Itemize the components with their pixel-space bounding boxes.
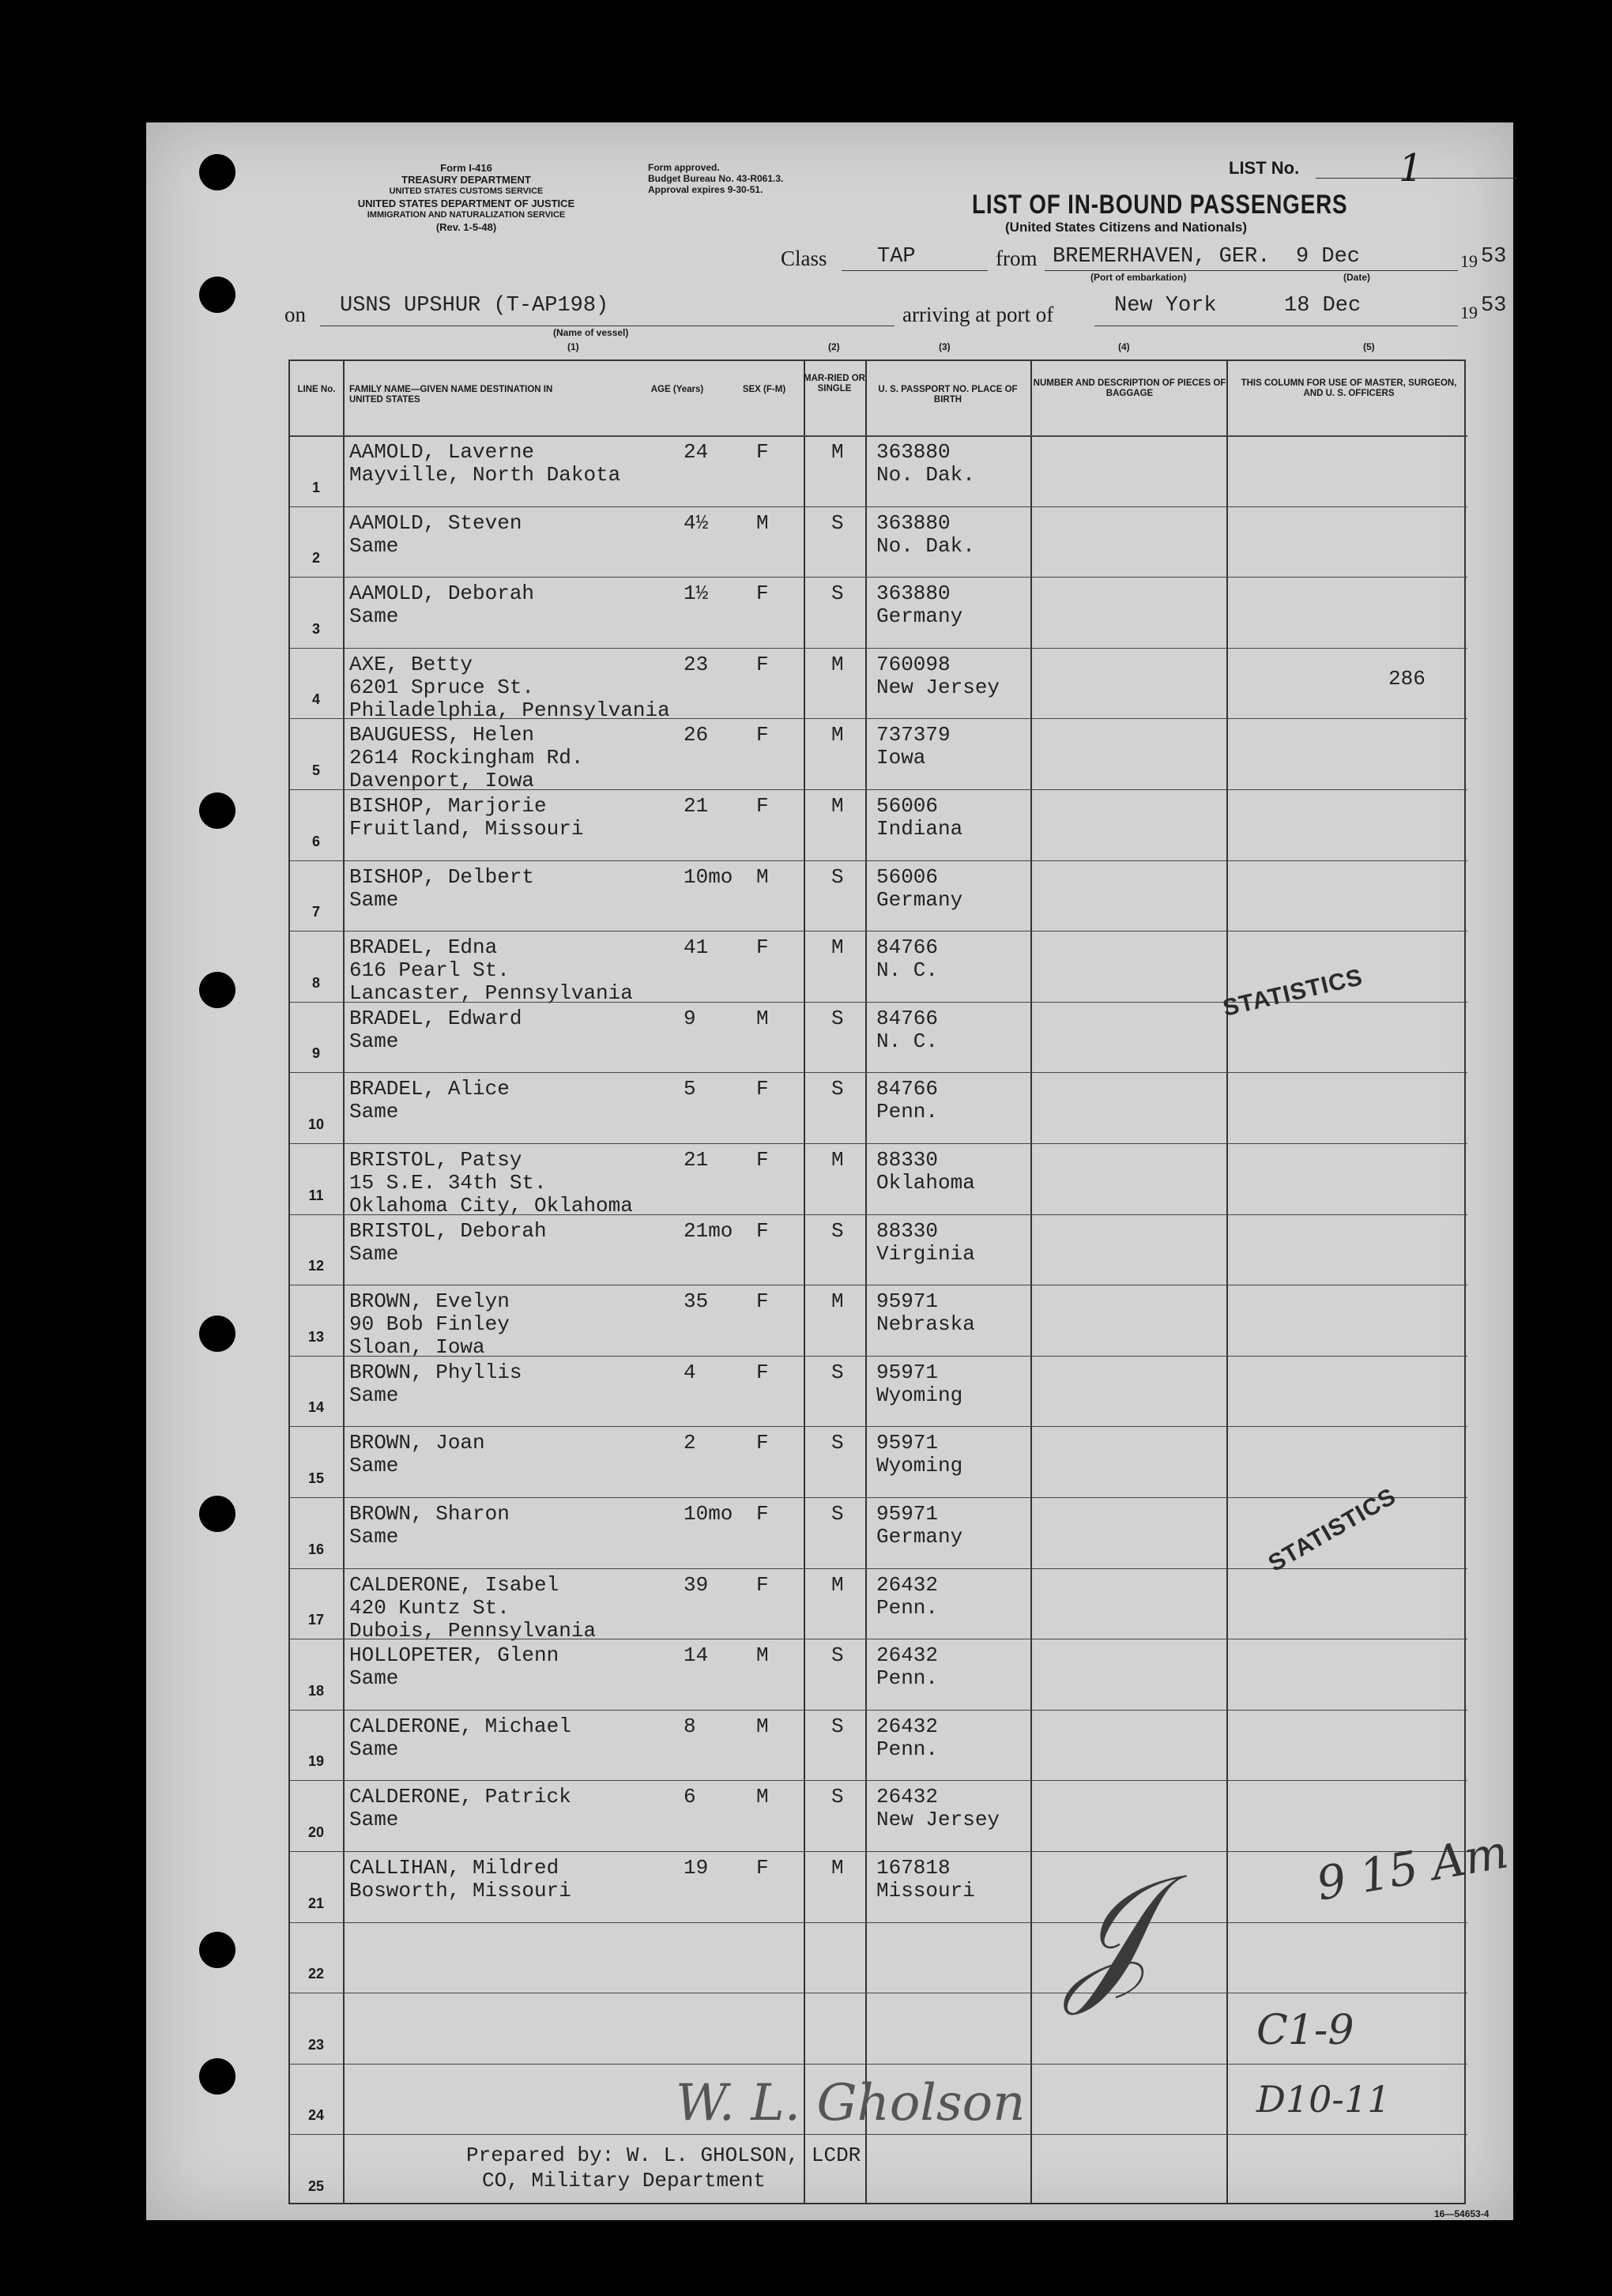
- cell-age: 4½: [684, 510, 709, 535]
- cell-l2: Same: [349, 533, 399, 558]
- line-number: 25: [307, 2178, 325, 2194]
- line-number: 24: [307, 2107, 325, 2124]
- cell-age: 21: [684, 1148, 709, 1172]
- cell-pp: 88330: [876, 1218, 939, 1243]
- cell-sex: M: [756, 864, 769, 889]
- cell-pob: Iowa: [876, 746, 926, 770]
- line-number: 20: [307, 1824, 325, 1840]
- cell-ms: S: [831, 1077, 844, 1101]
- date-caption: (Date): [1343, 272, 1371, 283]
- line-number: 14: [307, 1399, 325, 1416]
- cell-pob: Penn.: [876, 1666, 939, 1691]
- row-divider: [290, 1072, 1467, 1073]
- punch-hole: [199, 154, 235, 190]
- cell-l2: Same: [349, 1029, 399, 1053]
- line-number: 6: [311, 833, 320, 849]
- cell-pp: 56006: [876, 794, 939, 818]
- on-label: on: [284, 303, 306, 326]
- cell-l2: 420 Kuntz St.: [349, 1595, 510, 1620]
- approval-line3: Approval expires 9-30-51.: [648, 184, 763, 195]
- cell-age: 1½: [684, 582, 709, 606]
- cell-pp: 88330: [876, 1148, 939, 1172]
- cell-ms: S: [831, 582, 844, 606]
- ins-service: IMMIGRATION AND NATURALIZATION SERVICE: [367, 210, 566, 220]
- cell-sex: F: [756, 1572, 769, 1597]
- line-number: 5: [311, 762, 320, 778]
- justice-dept: UNITED STATES DEPARTMENT OF JUSTICE: [357, 198, 575, 209]
- line-number: 15: [307, 1470, 325, 1486]
- cell-l2: 2614 Rockingham Rd.: [349, 746, 584, 770]
- line-number: 23: [307, 2036, 325, 2053]
- statistics-stamp: STATISTICS: [1264, 1483, 1401, 1577]
- cell-sex: F: [756, 1431, 769, 1455]
- col3-caption: (3): [939, 341, 951, 352]
- cell-l2: Same: [349, 1454, 399, 1478]
- row-divider: [290, 718, 1467, 719]
- cell-ms: S: [831, 1502, 844, 1526]
- cell-age: 19: [684, 1856, 709, 1880]
- cell-pob: Wyoming: [876, 1383, 963, 1407]
- cell-ms: S: [831, 1785, 844, 1809]
- page-title: LIST OF IN-BOUND PASSENGERS: [972, 190, 1348, 220]
- handwritten-time: 9 15 Am: [1312, 1824, 1512, 1911]
- cell-age: 10mo: [684, 864, 733, 889]
- row-divider: [290, 2134, 1467, 2135]
- row-divider: [290, 1710, 1467, 1711]
- col-header-name: FAMILY NAME—GIVEN NAME DESTINATION IN UNITED STATES: [349, 385, 553, 405]
- row-divider: [290, 860, 1467, 861]
- cell-l1: AAMOLD, Steven: [349, 510, 522, 535]
- cell-l1: BROWN, Joan: [349, 1431, 485, 1455]
- cell-l3: Philadelphia, Pennsylvania: [349, 698, 670, 722]
- col4-caption: (4): [1118, 341, 1130, 352]
- cell-l1: BROWN, Evelyn: [349, 1289, 510, 1314]
- list-no-value: 1: [1399, 146, 1423, 190]
- punch-hole: [199, 1932, 235, 1968]
- prepared-by: Prepared by: W. L. GHOLSON, LCDR: [466, 2144, 861, 2167]
- cell-sex: F: [756, 582, 769, 606]
- cell-ms: M: [831, 1148, 844, 1172]
- cell-l1: BRADEL, Alice: [349, 1077, 510, 1101]
- cell-ms: M: [831, 723, 844, 747]
- row-divider: [290, 1214, 1467, 1215]
- cell-l2: Same: [349, 1666, 399, 1691]
- cell-ms: M: [831, 652, 844, 676]
- approval-block: [648, 162, 783, 195]
- arrival-port: New York: [1114, 294, 1217, 318]
- cell-age: 21mo: [684, 1218, 733, 1243]
- line-number: 4: [311, 691, 320, 708]
- cell-age: 26: [684, 723, 709, 747]
- cell-l1: AXE, Betty: [349, 652, 473, 676]
- row-divider: [290, 1780, 1467, 1781]
- row-divider: [290, 1356, 1467, 1357]
- cell-l1: BRADEL, Edna: [349, 935, 498, 960]
- row-divider: [290, 931, 1467, 932]
- cell-pob: New Jersey: [876, 1808, 1000, 1832]
- cell-l2: 90 Bob Finley: [349, 1312, 510, 1337]
- cell-l2: 6201 Spruce St.: [349, 675, 535, 699]
- row-divider: [290, 1426, 1467, 1427]
- cell-pob: Penn.: [876, 1100, 939, 1124]
- cell-ms: S: [831, 1006, 844, 1030]
- col-header-passport: U. S. PASSPORT NO. PLACE OF BIRTH: [878, 385, 1018, 405]
- cell-pob: Virginia: [876, 1241, 975, 1266]
- cell-ms: S: [831, 1431, 844, 1455]
- class-value: TAP: [877, 245, 916, 269]
- cell-l2: 616 Pearl St.: [349, 958, 510, 983]
- cell-ms: M: [831, 440, 844, 464]
- embarkation-date: 9 Dec: [1296, 245, 1361, 269]
- cell-pp: 84766: [876, 935, 939, 960]
- cell-l1: CALDERONE, Michael: [349, 1714, 571, 1738]
- cell-ms: M: [831, 1289, 844, 1314]
- cell-age: 10mo: [684, 1502, 733, 1526]
- col-header-line: LINE No.: [297, 385, 336, 394]
- punch-hole: [199, 792, 235, 829]
- cell-pob: No. Dak.: [876, 533, 975, 558]
- cell-l3: Lancaster, Pennsylvania: [349, 981, 633, 1006]
- cell-sex: F: [756, 935, 769, 960]
- cell-age: 21: [684, 794, 709, 818]
- cell-pob: Indiana: [876, 817, 963, 841]
- cell-sex: F: [756, 1289, 769, 1314]
- cell-l2: 15 S.E. 34th St.: [349, 1171, 547, 1195]
- list-no-label: LIST No.: [1229, 158, 1300, 178]
- cell-l2: Fruitland, Missouri: [349, 817, 584, 841]
- cell-l1: BISHOP, Delbert: [349, 864, 535, 889]
- cell-l3: Oklahoma City, Oklahoma: [349, 1194, 633, 1218]
- cell-pp: 26432: [876, 1714, 939, 1738]
- line-number: 3: [311, 620, 320, 637]
- cell-pob: Penn.: [876, 1595, 939, 1620]
- cell-l1: BRISTOL, Patsy: [349, 1148, 522, 1172]
- cell-l1: CALDERONE, Isabel: [349, 1572, 559, 1597]
- cell-ms: S: [831, 510, 844, 535]
- cell-l2: Same: [349, 1100, 399, 1124]
- cell-pp: 95971: [876, 1289, 939, 1314]
- vessel-caption: (Name of vessel): [553, 327, 629, 338]
- cell-l2: Same: [349, 604, 399, 629]
- approval-line2: Budget Bureau No. 43-R061.3.: [648, 173, 784, 184]
- punch-hole: [199, 2058, 235, 2095]
- cell-l3: Davenport, Iowa: [349, 769, 535, 793]
- form-number: Form I-416: [440, 162, 492, 174]
- line-number: 21: [307, 1895, 325, 1911]
- from-year-prefix: 19: [1460, 251, 1478, 271]
- col2-caption: (2): [828, 341, 840, 352]
- customs-service: UNITED STATES CUSTOMS SERVICE: [389, 186, 544, 196]
- treasury-dept: TREASURY DEPARTMENT: [401, 174, 531, 186]
- col5-caption: (5): [1363, 341, 1375, 352]
- cell-pp: 84766: [876, 1006, 939, 1030]
- cell-pp: 26432: [876, 1785, 939, 1809]
- col1-caption: (1): [567, 341, 579, 352]
- cell-l2: Same: [349, 887, 399, 912]
- cell-pp: 95971: [876, 1360, 939, 1384]
- cell-pp: 760098: [876, 652, 951, 676]
- line-number: 9: [311, 1045, 320, 1062]
- cell-pob: Nebraska: [876, 1312, 975, 1337]
- cell-age: 2: [684, 1431, 696, 1455]
- cell-l2: Bosworth, Missouri: [349, 1879, 571, 1903]
- line-number: 2: [311, 550, 320, 566]
- cell-sex: F: [756, 1077, 769, 1101]
- print-code: 16—54653-4: [1434, 2208, 1490, 2219]
- cell-pob: Missouri: [876, 1879, 975, 1903]
- line-number: 22: [307, 1966, 325, 1982]
- handwritten-note-d: D10-11: [1256, 2078, 1391, 2121]
- cell-age: 23: [684, 652, 709, 676]
- cell-age: 39: [684, 1572, 709, 1597]
- col-header-married: MAR-RIED OR SINGLE: [804, 374, 865, 393]
- cell-pob: No. Dak.: [876, 463, 975, 487]
- handwritten-initials: 𝒥: [1048, 1850, 1162, 2019]
- line-number: 17: [307, 1612, 325, 1628]
- cell-pp: 167818: [876, 1856, 951, 1880]
- cell-pob: Penn.: [876, 1737, 939, 1761]
- cell-sex: F: [756, 1856, 769, 1880]
- cell-sex: M: [756, 1643, 769, 1668]
- line-number: 13: [307, 1328, 325, 1345]
- cell-l1: HOLLOPETER, Glenn: [349, 1643, 559, 1668]
- cell-age: 8: [684, 1714, 696, 1738]
- cell-l1: BAUGUESS, Helen: [349, 723, 535, 747]
- cell-l2: Same: [349, 1525, 399, 1549]
- line-number: 7: [311, 904, 320, 920]
- cell-sex: F: [756, 723, 769, 747]
- cell-ms: S: [831, 864, 844, 889]
- cell-sex: F: [756, 794, 769, 818]
- cell-l2: Mayville, North Dakota: [349, 463, 621, 487]
- row-divider: [290, 506, 1467, 507]
- passenger-table: [288, 359, 1466, 2204]
- line-number: 18: [307, 1682, 325, 1699]
- cell-sex: F: [756, 1502, 769, 1526]
- cell-sex: M: [756, 510, 769, 535]
- punch-hole: [199, 1496, 235, 1532]
- row-divider: [290, 1143, 1467, 1144]
- from-label: from: [996, 247, 1038, 270]
- cell-pp: 363880: [876, 510, 951, 535]
- cell-l1: BRADEL, Edward: [349, 1006, 522, 1030]
- cell-sex: M: [756, 1785, 769, 1809]
- cell-l2: Same: [349, 1241, 399, 1266]
- row-divider: [290, 577, 1467, 578]
- cell-ms: S: [831, 1643, 844, 1668]
- cell-sex: F: [756, 1148, 769, 1172]
- from-year: 53: [1481, 245, 1507, 269]
- row-divider: [290, 789, 1467, 790]
- officer-signature: W. L. Gholson: [676, 2074, 1026, 2132]
- punch-hole: [199, 1315, 235, 1352]
- cell-pob: Oklahoma: [876, 1171, 975, 1195]
- cell-age: 6: [684, 1785, 696, 1809]
- col-header-age: AGE (Years): [650, 385, 704, 394]
- arrival-year-prefix: 19: [1460, 303, 1478, 322]
- punch-hole: [199, 277, 235, 313]
- cell-note: 286: [1388, 666, 1426, 691]
- cell-sex: F: [756, 652, 769, 676]
- cell-sex: F: [756, 440, 769, 464]
- arrival-year: 53: [1481, 294, 1507, 318]
- cell-pp: 26432: [876, 1572, 939, 1597]
- cell-ms: S: [831, 1218, 844, 1243]
- row-divider: [290, 2064, 1467, 2065]
- row-divider: [290, 1497, 1467, 1498]
- cell-age: 4: [684, 1360, 696, 1384]
- cell-pp: 95971: [876, 1502, 939, 1526]
- cell-l2: Same: [349, 1383, 399, 1407]
- port-caption: (Port of embarkation): [1090, 272, 1187, 283]
- cell-pob: Wyoming: [876, 1454, 963, 1478]
- cell-age: 35: [684, 1289, 709, 1314]
- cell-pob: New Jersey: [876, 675, 1000, 699]
- cell-l1: AAMOLD, Laverne: [349, 440, 535, 464]
- cell-l1: CALLIHAN, Mildred: [349, 1856, 559, 1880]
- cell-age: 14: [684, 1643, 709, 1668]
- cell-l1: BROWN, Sharon: [349, 1502, 510, 1526]
- vessel-name: USNS UPSHUR (T-AP198): [340, 294, 609, 318]
- cell-pob: Germany: [876, 887, 963, 912]
- cell-pob: N. C.: [876, 1029, 939, 1053]
- cell-l1: CALDERONE, Patrick: [349, 1785, 571, 1809]
- line-number: 12: [307, 1258, 325, 1274]
- cell-pp: 737379: [876, 723, 951, 747]
- cell-age: 9: [684, 1006, 696, 1030]
- arriving-label: arriving at port of: [902, 303, 1054, 326]
- cell-l1: BRISTOL, Deborah: [349, 1218, 547, 1243]
- cell-l1: AAMOLD, Deborah: [349, 582, 535, 606]
- cell-sex: F: [756, 1218, 769, 1243]
- arrival-date: 18 Dec: [1284, 294, 1362, 318]
- line-number: 11: [308, 1187, 324, 1203]
- line-number: 10: [307, 1116, 325, 1132]
- page-subtitle: (United States Citizens and Nationals): [1005, 220, 1248, 235]
- embarkation-port: BREMERHAVEN, GER.: [1053, 245, 1271, 269]
- cell-sex: M: [756, 1006, 769, 1030]
- line-number: 8: [311, 974, 320, 991]
- punch-hole: [199, 972, 235, 1008]
- cell-ms: S: [831, 1360, 844, 1384]
- row-divider: [290, 648, 1467, 649]
- cell-ms: M: [831, 935, 844, 960]
- cell-pob: Germany: [876, 1525, 963, 1549]
- line-number: 19: [307, 1753, 325, 1770]
- cell-ms: M: [831, 794, 844, 818]
- cell-l3: Dubois, Pennsylvania: [349, 1618, 597, 1643]
- cell-ms: M: [831, 1572, 844, 1597]
- line-number: 16: [307, 1541, 325, 1557]
- row-divider: [290, 1922, 1467, 1923]
- cell-sex: F: [756, 1360, 769, 1384]
- cell-pp: 84766: [876, 1077, 939, 1101]
- cell-l2: Same: [349, 1808, 399, 1832]
- col-header-officers: THIS COLUMN FOR USE OF MASTER, SURGEON, AND U. S. OFFICERS: [1241, 378, 1457, 398]
- cell-l1: BROWN, Phyllis: [349, 1360, 522, 1384]
- cell-sex: M: [756, 1714, 769, 1738]
- cell-ms: M: [831, 1856, 844, 1880]
- line-number: 1: [311, 479, 320, 495]
- cell-l2: Same: [349, 1737, 399, 1761]
- cell-pp: 363880: [876, 582, 951, 606]
- statistics-stamp: STATISTICS: [1220, 964, 1365, 1022]
- col-header-sex: SEX (F-M): [742, 385, 786, 394]
- row-divider: [290, 1851, 1467, 1852]
- cell-pob: N. C.: [876, 958, 939, 983]
- form-header-agencies: [300, 162, 632, 233]
- revision: (Rev. 1-5-48): [435, 221, 497, 233]
- cell-age: 24: [684, 440, 709, 464]
- cell-pp: 26432: [876, 1643, 939, 1668]
- cell-pp: 95971: [876, 1431, 939, 1455]
- cell-age: 41: [684, 935, 709, 960]
- cell-age: 5: [684, 1077, 696, 1101]
- cell-pp: 363880: [876, 440, 951, 464]
- handwritten-note-c: C1-9: [1256, 2007, 1354, 2054]
- prepared-by-dept: CO, Military Department: [482, 2169, 766, 2192]
- cell-pob: Germany: [876, 604, 963, 629]
- col-header-baggage: NUMBER AND DESCRIPTION OF PIECES OF BAGGAGE: [1033, 378, 1226, 398]
- cell-l3: Sloan, Iowa: [349, 1335, 485, 1360]
- cell-l1: BISHOP, Marjorie: [349, 794, 547, 818]
- class-label: Class: [781, 247, 827, 270]
- cell-ms: S: [831, 1714, 844, 1738]
- cell-pp: 56006: [876, 864, 939, 889]
- approval-line1: Form approved.: [648, 162, 720, 173]
